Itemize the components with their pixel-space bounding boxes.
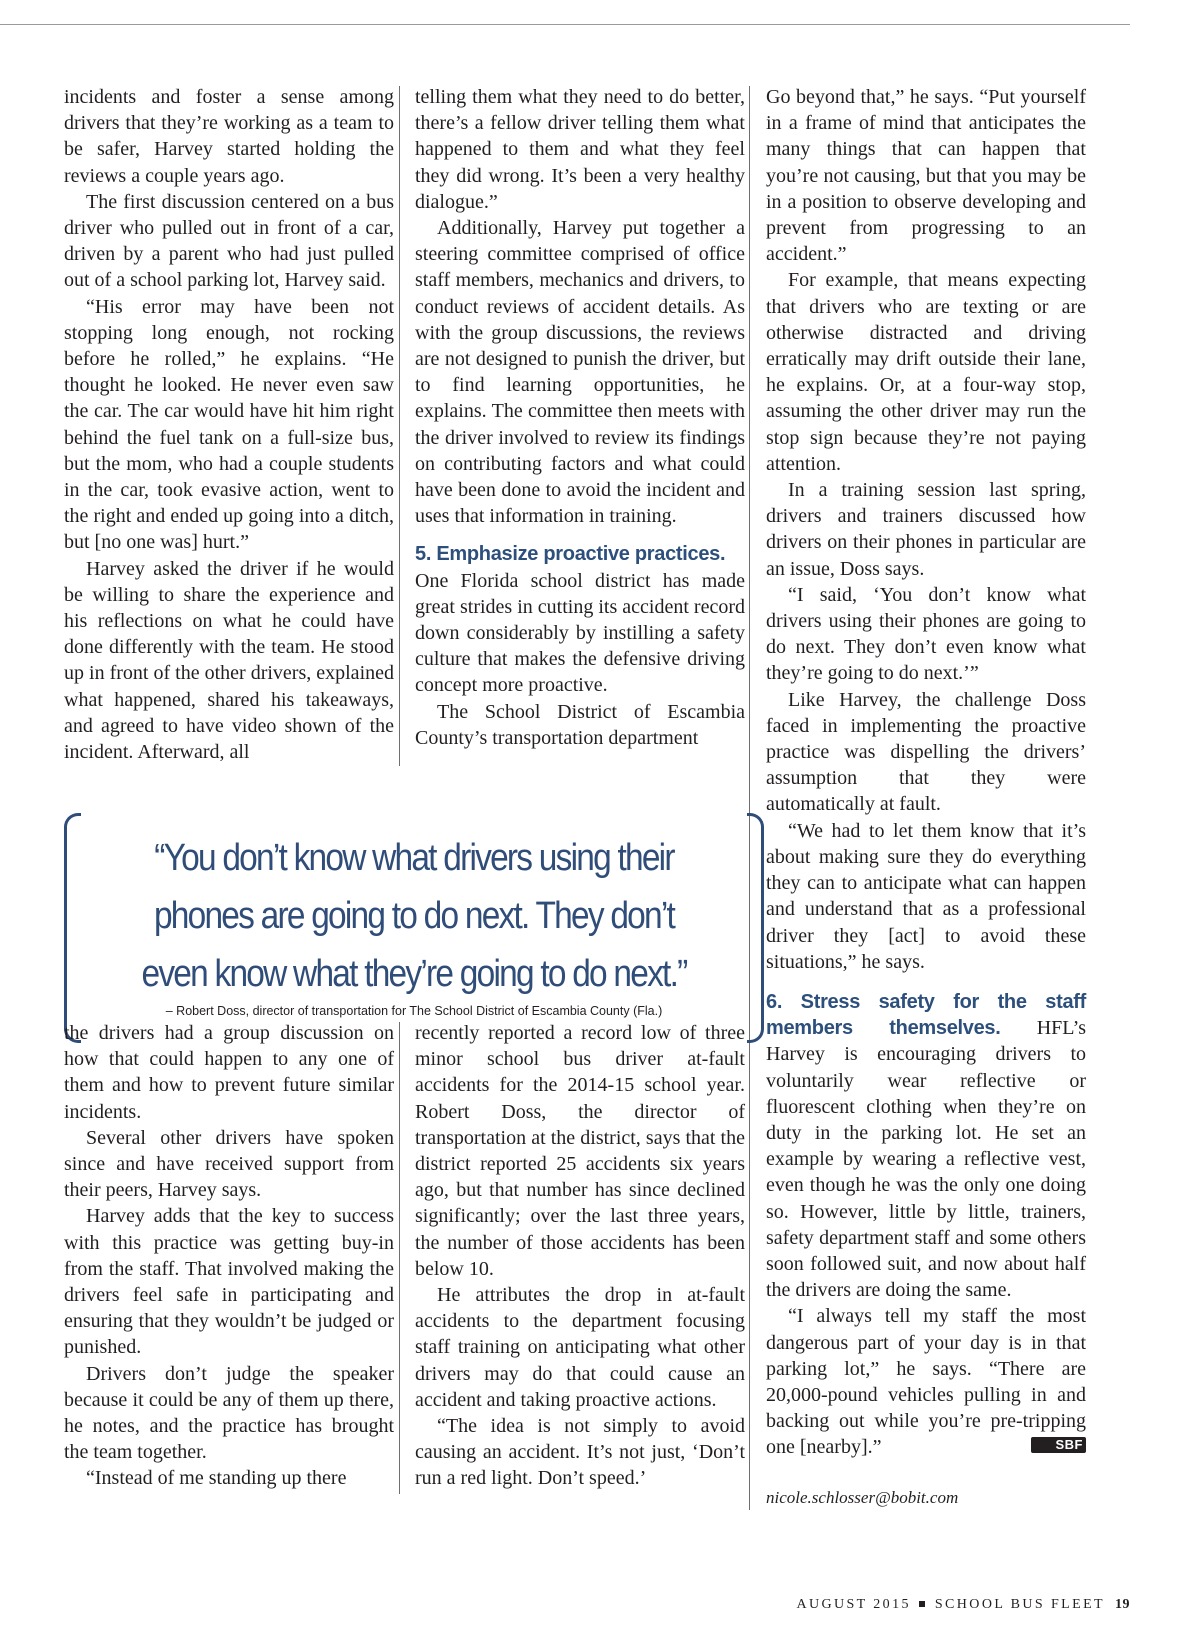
column-divider [399, 86, 400, 766]
section-heading: 6. Stress safety for the staff members themselves. [766, 990, 1086, 1040]
paragraph [766, 1303, 1086, 1460]
column-divider [399, 1022, 400, 1494]
paragraph: Harvey asked the driver if he would be willing to share the experience and his reflections on what he could have done differently with the team. He stood up in front of the other drivers, explained what happened, shared his takeaways, and agreed to have video shown of the incident. Afterward, all [64, 557, 394, 764]
paragraph-text: HFL’s Harvey is encouraging drivers to voluntarily wear reflective or fluorescent clothing when they’re on duty in the parking lot. He set an example by wearing a reflective vest, even though he was the only one doing so. However, little by little, trainers, safety department staff and some others soon followed suit, and now about half the drivers are doing the same. [766, 1017, 1086, 1302]
paragraph: The first discussion centered on a bus driver who pulled out in front of a car, driven by a parent who had just pulled out of a school parking lot, Harvey said. [64, 190, 394, 292]
section-heading: 5. Emphasize proactive practices. [415, 543, 726, 566]
top-rule [0, 24, 1130, 25]
paragraph: For example, that means expecting that drivers who are texting or are otherwise distracted and driving erratically may drift outside their lane, he explains. Or, at a four-way stop, assuming the other driver may run the stop sign because they’re not paying attention. [766, 269, 1086, 475]
column-1-bottom [64, 1020, 394, 1492]
paragraph: “I said, ‘You don’t know what drivers using their phones are going to do next. They don’t even know what they’re going to do next.’” [766, 583, 1086, 685]
paragraph: incidents and foster a sense among drivers that they’re working as a team to be safer, Harvey started holding the reviews a couple years ago. [64, 86, 394, 187]
paragraph: One Florida school district has made great strides in cutting its accident record down considerably by instilling a safety culture that makes the defensive driving concept more proactive. [415, 569, 745, 697]
paragraph: Harvey adds that the key to success with this practice was getting buy-in from the staff. That involved making the drivers feel safe in participating and ensuring that they wouldn’t be judged or punished. [64, 1205, 394, 1359]
paragraph: “His error may have been not stopping long enough, not rocking before he rolled,” he explains. “He thought he looked. He never even saw the car. The car would have hit him right behind the fuel tank on a full-size bus, but the mom, who had a couple students in the car, took evasive action, went to the right and ended up going into a ditch, but [no one was] hurt.” [64, 295, 394, 554]
paragraph-text: “I always tell my staff the most dangerous part of your day is in that parking lot,” he says. “There are 20,000-pound vehicles pulling in and backing out while you’re pre-tripping one [nearby].” [766, 1305, 1086, 1459]
pull-quote-text: “You don’t know what drivers using their phones are going to do next. They don’t even know what they’re going to do next.” [141, 837, 687, 995]
page-number: 19 [1115, 1597, 1130, 1612]
paragraph: He attributes the drop in at-fault accidents to the department focusing staff training on anticipating what other drivers may do that could cause an accident and taking proactive actions. [415, 1284, 745, 1411]
paragraph: the drivers had a group discussion on how that could happen to any one of them and how to prevent future similar incidents. [64, 1022, 394, 1123]
column-2-top [415, 84, 745, 751]
paragraph: Go beyond that,” he says. “Put yourself in a frame of mind that anticipates the many things that can happen that you’re not causing, but that you may be in a position to observe developing and prevent from progressing to an accident.” [766, 86, 1086, 266]
paragraph: recently reported a record low of three minor school bus driver at-fault accidents for the 2014-15 school year. Robert Doss, the director of transportation at the district, says that the district reported 25 accidents six years ago, but that number has since declined significantly; over the last three years, the number of those accidents has been below 10. [415, 1022, 745, 1280]
separator-square-icon [919, 1601, 925, 1607]
paragraph: “The idea is not simply to avoid causing an accident. It’s not just, ‘Don’t run a red light. Don’t speed.’ [415, 1415, 745, 1490]
column-3 [766, 84, 1086, 1511]
pull-quote [60, 813, 768, 1045]
paragraph: In a training session last spring, drivers and trainers discussed how drivers on their phones in particular are an issue, Doss says. [766, 479, 1086, 580]
paragraph: “We had to let them know that it’s about making sure they do everything they can to anticipate what can happen and understand that as a professional driver they [act] to avoid these situations,” he says. [766, 819, 1086, 973]
paragraph: The School District of Escambia County’s transportation department [415, 700, 745, 749]
author-email[interactable]: nicole.schlosser@bobit.com [766, 1487, 959, 1507]
page-footer [796, 1597, 1130, 1613]
publication-name: SCHOOL BUS FLEET [934, 1597, 1105, 1612]
column-2-bottom [415, 1020, 745, 1492]
section-paragraph [766, 989, 1086, 1303]
column-divider [749, 86, 750, 1510]
section-heading-container [415, 541, 745, 567]
paragraph: “Instead of me standing up there [86, 1467, 347, 1490]
column-1-top [64, 84, 394, 765]
paragraph: Drivers don’t judge the speaker because it could be any of them up there, he notes, and the practice has brought the team together. [64, 1362, 394, 1464]
paragraph: Like Harvey, the challenge Doss faced in implementing the proactive practice was dispelling the drivers’ assumption that they were automatically at fault. [766, 688, 1086, 816]
paragraph: telling them what they need to do better, there’s a fellow driver telling them what happened to them and what they feel they did wrong. It’s been a very healthy dialogue.” [415, 86, 745, 213]
right-bracket-icon [747, 813, 764, 1043]
issue-date: AUGUST 2015 [796, 1597, 911, 1612]
pull-quote-attribution: – Robert Doss, director of transportation for The School District of Escambia County (Fla.) [165, 1004, 663, 1018]
paragraph: Additionally, Harvey put together a steering committee comprised of office staff members, mechanics and drivers, to conduct reviews of accident details. As with the group discussions, the reviews are not designed to punish the driver, but to find learning opportunities, he explains. The committee then meets with the driver involved to review its findings on contributing factors and what could have been done to avoid the incident and uses that information in training. [415, 217, 745, 528]
sbf-logo-icon: SBF [1031, 1437, 1087, 1453]
left-bracket-icon [64, 813, 81, 1043]
paragraph: Several other drivers have spoken since and have received support from their peers, Harvey says. [64, 1126, 394, 1202]
